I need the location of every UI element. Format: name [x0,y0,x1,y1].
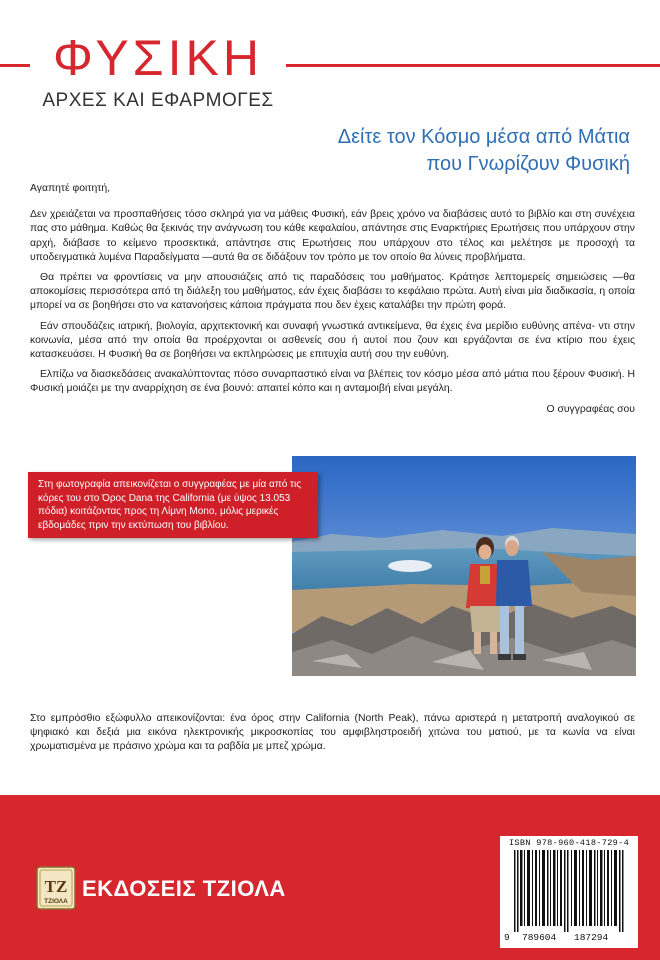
publisher-name: ΕΚΔΟΣΕΙΣ ΤΖΙΟΛΑ [82,876,286,901]
photo-caption: Στη φωτογραφία απεικονίζεται ο συγγραφέας με μία από τις κόρες του στο Όρος Dana της California (με ύψος 13.053 πόδια) κοιτάζοντας προς τη Λίμνη Mono, μόλις μερικές εβδομάδες πριν την εκτύπωση του βιβλίου. [28,472,318,538]
cover-description: Στο εμπρόσθιο εξώφυλλο απεικονίζονται: ένα όρος στην California (North Peak), πάνω αριστερά η μετατροπή αναλογικού σε ψηφιακό και δεξιά μια εικόνα ηλεκτρονικής μικροσκοπίας του αμφιβληστροειδή χιτώνα του ματιού, με τα κωνία να είναι χρωματισμένα με πράσινο χρώμα και τα ραβδία με μπεζ χρώμα. [30,713,635,753]
header-rule-left [0,64,30,67]
author-photo [292,456,636,676]
tagline-line-2: που Γνωρίζουν Φυσική [426,153,630,175]
letter-paragraph: Εάν σπουδάζεις ιατρική, βιολογία, αρχιτεκτονική και συναφή γνωστικά αντικείμενα, θα έχεις ένα μερίδιο ευθύνης απένα- ντι στην κοινωνία, μέσα από την οποία θα προέρχονται οι ασθενείς σου ή αυτοί που ζουν και εργάζονται σε ένα κτίριο που έχεις κατασκευάσει. Η Φυσική θα σε βοηθήσει να εκπληρώσεις με επιτυχία αυτή σου την ευθύνη. [30,320,635,361]
barcode [500,836,638,948]
barcode-bars [502,850,636,932]
isbn-text: ISBN 978-960-418-729-4 [508,838,630,848]
barcode-right-digits: 187294 [574,932,609,943]
logo-caption: ΤΖΙΟΛΑ [44,898,68,905]
publisher-logo [36,866,76,910]
author-letter [30,182,635,423]
book-subtitle: ΑΡΧΕΣ ΚΑΙ ΕΦΑΡΜΟΓΕΣ [42,90,274,111]
barcode-left-digits: 789604 [522,932,557,943]
letter-paragraph: Θα πρέπει να φροντίσεις να μην απουσιάζεις από τις παραδόσεις του μαθήματος. Κράτησε λεπτομερείς σημειώσεις —θα αποκομίσεις περισσότερα από τη διάλεξη του μαθήματος, εάν έχεις διαβάσει το κεφάλαιο πρώτα. Αυτή είναι μία διαδικασία, η οποία μπορεί να σε βοηθήσει στο να κατανοήσεις κάποια πράγματα που δεν έχεις καταλάβει την πρώτη φορά. [30,272,635,312]
header-rule-right [286,64,660,67]
tagline-line-1: Δείτε τον Κόσμο μέσα από Μάτια [337,126,630,148]
logo-monogram: ΤΖ [44,877,68,896]
tagline [210,124,630,178]
letter-signature: Ο συγγραφέας σου [546,403,635,415]
letter-paragraph: Δεν χρειάζεται να προσπαθήσεις τόσο σκληρά για να μάθεις Φυσική, εάν βρεις χρόνο να διαβάσεις αυτό το βιβλίο και στη συνέχεια πας στο μάθημα. Καθώς θα ξεκινάς την ανάγνωση του κάθε κεφαλαίου, απάντησε στις Εναρκτήριες Ερωτήσεις που υπάρχουν στην αρχή, διάβασε το κείμενο προσεκτικά, απάντησε στις Ερωτήσεις που υπάρχουν στο τέλος και μελέτησε με προσοχή τα υποδειγματικά λυμένα Παραδείγματα —αυτά θα σε διδάξουν τον τρόπο με τον οποίο θα λύνεις προβλήματα. [30,209,635,263]
book-title: ΦΥΣΙΚΗ [53,30,263,86]
barcode-first-digit: 9 [504,932,510,943]
letter-greeting: Αγαπητέ φοιτητή, [30,183,110,194]
letter-paragraph: Ελπίζω να διασκεδάσεις ανακαλύπτοντας πόσο συναρπαστικό είναι να βλέπεις τον κόσμο μέσα από μάτια που ξέρουν Φυσική. Η Φυσική μοιάζει με την αναρρίχηση σε ένα βουνό: απαιτεί κόπο και η ανταμοιβή είναι μεγάλη. [30,369,635,395]
